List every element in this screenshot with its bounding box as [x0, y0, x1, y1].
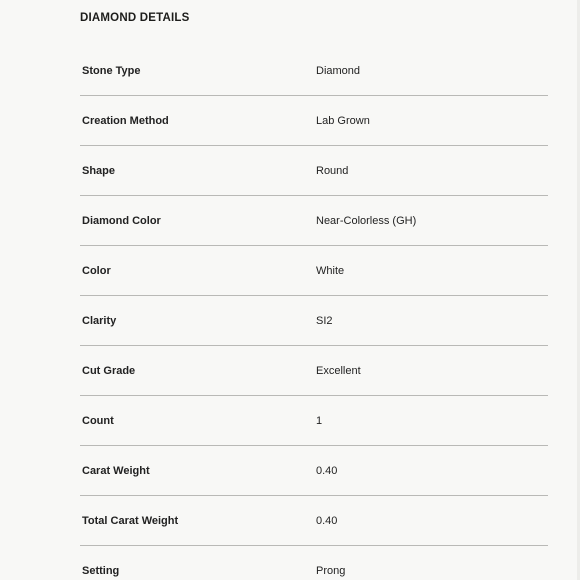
detail-value: Excellent: [316, 364, 361, 377]
detail-label: Count: [82, 414, 114, 427]
detail-value: Diamond: [316, 64, 361, 77]
detail-row-creation-method: [80, 96, 548, 146]
detail-value: 0.40: [316, 464, 338, 477]
detail-label: Stone Type: [82, 64, 141, 77]
detail-row-clarity: [80, 296, 548, 346]
detail-row-cut-grade: [80, 346, 548, 396]
detail-row-diamond-color: [80, 196, 548, 246]
detail-label: Clarity: [82, 314, 117, 327]
detail-value: Near-Colorless (GH): [316, 214, 417, 227]
detail-row-setting: [80, 546, 548, 580]
detail-row-total-carat-weight: [80, 496, 548, 546]
diamond-details-section: [80, 10, 548, 580]
detail-value: White: [316, 264, 345, 277]
detail-value: 0.40: [316, 514, 338, 527]
detail-label: Diamond Color: [82, 214, 161, 227]
detail-label: Setting: [82, 565, 120, 577]
detail-label: Carat Weight: [82, 464, 150, 477]
detail-row-count: [80, 396, 548, 446]
detail-value: SI2: [316, 314, 333, 327]
detail-row-shape: [80, 146, 548, 196]
detail-row-stone-type: [80, 46, 548, 96]
detail-value: Round: [316, 164, 349, 177]
detail-label: Creation Method: [82, 114, 169, 127]
detail-row-color: [80, 246, 548, 296]
detail-row-carat-weight: [80, 446, 548, 496]
detail-label: Shape: [82, 164, 116, 177]
detail-label: Color: [82, 264, 111, 277]
detail-label: Total Carat Weight: [82, 514, 179, 527]
detail-value: Prong: [316, 565, 346, 577]
detail-value: Lab Grown: [316, 114, 370, 127]
detail-label: Cut Grade: [82, 364, 136, 377]
diamond-details-table: [80, 46, 548, 580]
section-title: DIAMOND DETAILS: [80, 12, 190, 24]
detail-value: 1: [316, 414, 323, 427]
